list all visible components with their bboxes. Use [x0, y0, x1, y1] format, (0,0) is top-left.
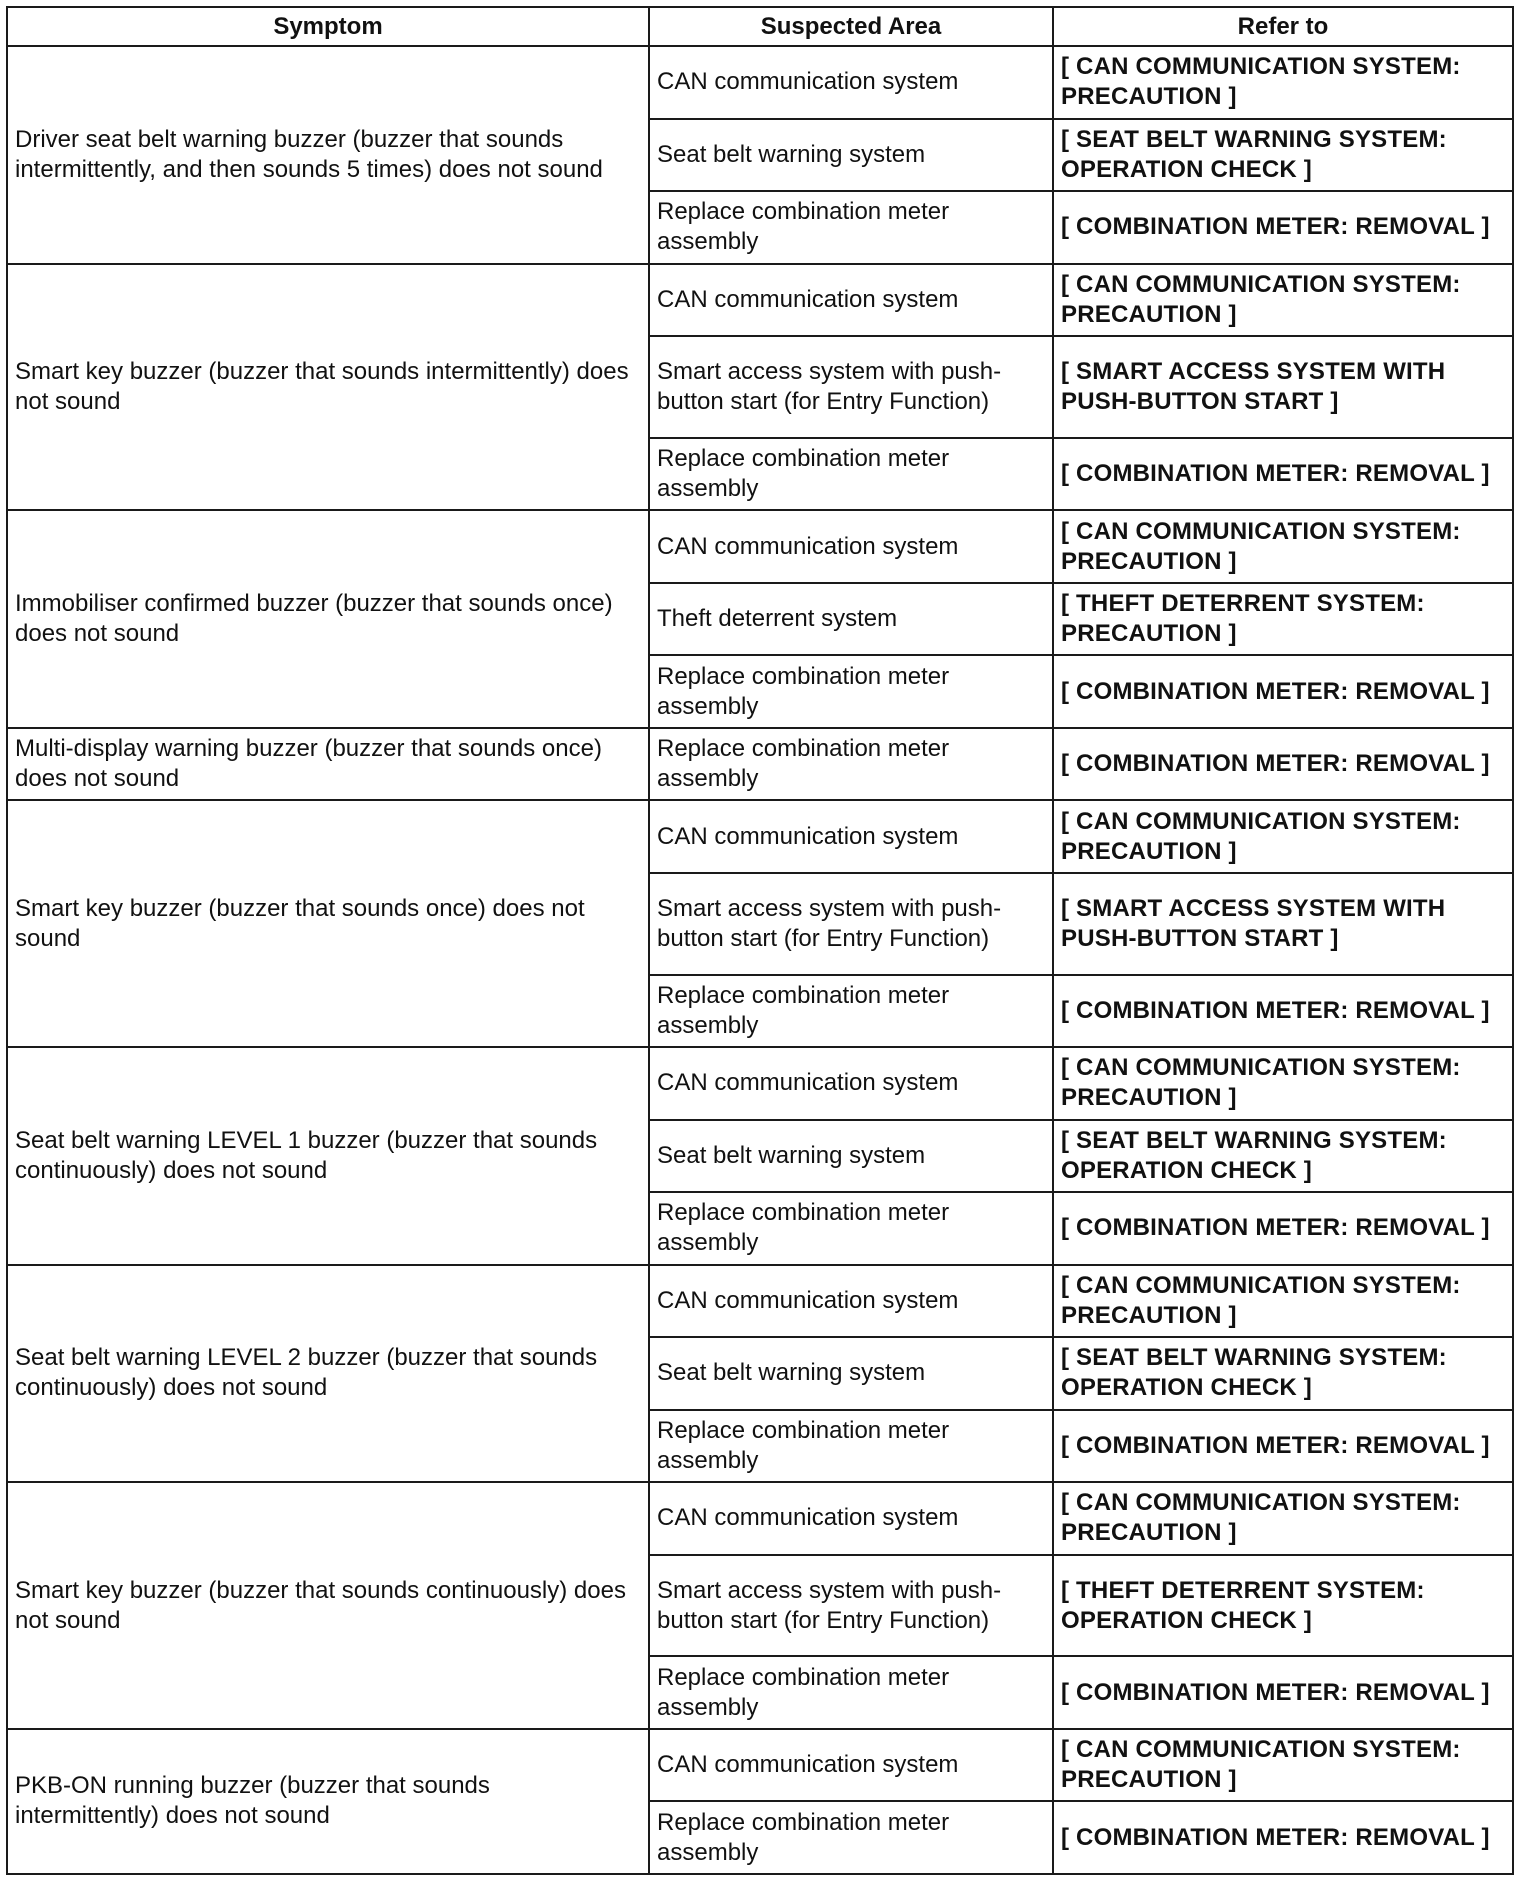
suspected-area-cell: Replace combination meter assembly: [649, 1192, 1053, 1265]
refer-to-cell: [ SEAT BELT WARNING SYSTEM: OPERATION CHECK ]: [1053, 119, 1513, 192]
symptom-cell: Smart key buzzer (buzzer that sounds once) does not sound: [7, 800, 649, 1047]
suspected-area-cell: Theft deterrent system: [649, 583, 1053, 656]
refer-to-cell: [ COMBINATION METER: REMOVAL ]: [1053, 438, 1513, 511]
suspected-area-cell: Replace combination meter assembly: [649, 728, 1053, 801]
table-row: [7, 800, 1513, 873]
symptom-cell: Seat belt warning LEVEL 1 buzzer (buzzer that sounds continuously) does not sound: [7, 1047, 649, 1265]
refer-to-cell: [ COMBINATION METER: REMOVAL ]: [1053, 728, 1513, 801]
table-body: [7, 46, 1513, 1874]
symptom-cell: PKB-ON running buzzer (buzzer that sounds intermittently) does not sound: [7, 1729, 649, 1874]
suspected-area-cell: CAN communication system: [649, 1729, 1053, 1802]
suspected-area-cell: Replace combination meter assembly: [649, 191, 1053, 264]
refer-to-cell: [ THEFT DETERRENT SYSTEM: PRECAUTION ]: [1053, 583, 1513, 656]
suspected-area-cell: CAN communication system: [649, 800, 1053, 873]
troubleshooting-table: [6, 6, 1514, 1875]
suspected-area-cell: CAN communication system: [649, 1265, 1053, 1338]
refer-to-cell: [ CAN COMMUNICATION SYSTEM: PRECAUTION ]: [1053, 46, 1513, 119]
suspected-area-cell: Replace combination meter assembly: [649, 655, 1053, 728]
suspected-area-cell: Replace combination meter assembly: [649, 1410, 1053, 1483]
table-row: [7, 728, 1513, 801]
refer-to-cell: [ COMBINATION METER: REMOVAL ]: [1053, 655, 1513, 728]
refer-to-cell: [ COMBINATION METER: REMOVAL ]: [1053, 1410, 1513, 1483]
refer-to-cell: [ SEAT BELT WARNING SYSTEM: OPERATION CHECK ]: [1053, 1337, 1513, 1410]
suspected-area-cell: Replace combination meter assembly: [649, 1801, 1053, 1874]
table-row: [7, 46, 1513, 119]
refer-to-cell: [ SMART ACCESS SYSTEM WITH PUSH-BUTTON START ]: [1053, 336, 1513, 438]
suspected-area-cell: Smart access system with push-button start (for Entry Function): [649, 1555, 1053, 1657]
symptom-cell: Driver seat belt warning buzzer (buzzer that sounds intermittently, and then sounds 5 times) does not sound: [7, 46, 649, 264]
symptom-cell: Smart key buzzer (buzzer that sounds continuously) does not sound: [7, 1482, 649, 1729]
header-refer-to: Refer to: [1053, 7, 1513, 46]
symptom-cell: Immobiliser confirmed buzzer (buzzer that sounds once) does not sound: [7, 510, 649, 728]
refer-to-cell: [ CAN COMMUNICATION SYSTEM: PRECAUTION ]: [1053, 510, 1513, 583]
suspected-area-cell: CAN communication system: [649, 510, 1053, 583]
refer-to-cell: [ SEAT BELT WARNING SYSTEM: OPERATION CHECK ]: [1053, 1120, 1513, 1193]
suspected-area-cell: Replace combination meter assembly: [649, 975, 1053, 1048]
refer-to-cell: [ CAN COMMUNICATION SYSTEM: PRECAUTION ]: [1053, 1482, 1513, 1555]
suspected-area-cell: Smart access system with push-button start (for Entry Function): [649, 336, 1053, 438]
suspected-area-cell: CAN communication system: [649, 1482, 1053, 1555]
suspected-area-cell: Smart access system with push-button start (for Entry Function): [649, 873, 1053, 975]
suspected-area-cell: Seat belt warning system: [649, 1337, 1053, 1410]
table-row: [7, 1482, 1513, 1555]
symptom-cell: Smart key buzzer (buzzer that sounds intermittently) does not sound: [7, 264, 649, 511]
refer-to-cell: [ COMBINATION METER: REMOVAL ]: [1053, 1801, 1513, 1874]
refer-to-cell: [ COMBINATION METER: REMOVAL ]: [1053, 1192, 1513, 1265]
refer-to-cell: [ CAN COMMUNICATION SYSTEM: PRECAUTION ]: [1053, 1729, 1513, 1802]
suspected-area-cell: Replace combination meter assembly: [649, 438, 1053, 511]
symptom-cell: Seat belt warning LEVEL 2 buzzer (buzzer that sounds continuously) does not sound: [7, 1265, 649, 1483]
refer-to-cell: [ CAN COMMUNICATION SYSTEM: PRECAUTION ]: [1053, 800, 1513, 873]
suspected-area-cell: CAN communication system: [649, 264, 1053, 337]
refer-to-cell: [ SMART ACCESS SYSTEM WITH PUSH-BUTTON START ]: [1053, 873, 1513, 975]
table-row: [7, 1265, 1513, 1338]
refer-to-cell: [ CAN COMMUNICATION SYSTEM: PRECAUTION ]: [1053, 264, 1513, 337]
symptom-cell: Multi-display warning buzzer (buzzer that sounds once) does not sound: [7, 728, 649, 801]
suspected-area-cell: Seat belt warning system: [649, 1120, 1053, 1193]
header-symptom: Symptom: [7, 7, 649, 46]
refer-to-cell: [ CAN COMMUNICATION SYSTEM: PRECAUTION ]: [1053, 1047, 1513, 1120]
suspected-area-cell: CAN communication system: [649, 1047, 1053, 1120]
suspected-area-cell: Replace combination meter assembly: [649, 1656, 1053, 1729]
suspected-area-cell: CAN communication system: [649, 46, 1053, 119]
refer-to-cell: [ COMBINATION METER: REMOVAL ]: [1053, 1656, 1513, 1729]
suspected-area-cell: Seat belt warning system: [649, 119, 1053, 192]
refer-to-cell: [ CAN COMMUNICATION SYSTEM: PRECAUTION ]: [1053, 1265, 1513, 1338]
refer-to-cell: [ THEFT DETERRENT SYSTEM: OPERATION CHECK ]: [1053, 1555, 1513, 1657]
refer-to-cell: [ COMBINATION METER: REMOVAL ]: [1053, 975, 1513, 1048]
table-row: [7, 1729, 1513, 1802]
header-row: [7, 7, 1513, 46]
table-row: [7, 1047, 1513, 1120]
table-row: [7, 510, 1513, 583]
header-suspected-area: Suspected Area: [649, 7, 1053, 46]
table-row: [7, 264, 1513, 337]
refer-to-cell: [ COMBINATION METER: REMOVAL ]: [1053, 191, 1513, 264]
